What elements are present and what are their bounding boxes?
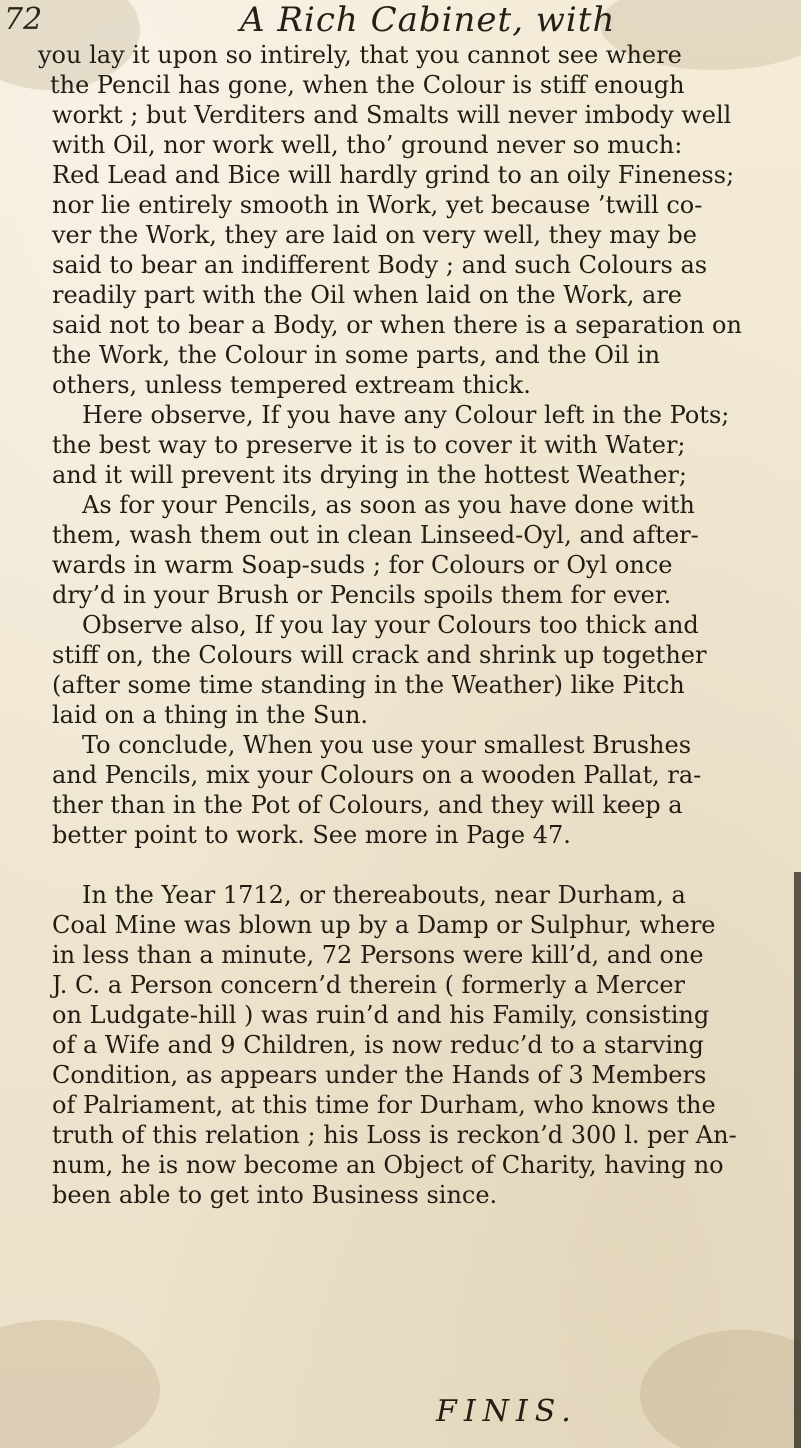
text-line: laid on a thing in the Sun. [52, 701, 369, 729]
text-line: To conclude, When you use your smallest Brushes [82, 731, 692, 759]
running-head: A Rich Cabinet, with [240, 0, 616, 40]
text-line: you lay it upon so intirely, that you cannot see where [38, 41, 682, 69]
binding-edge [794, 872, 801, 1448]
text-line: (after some time standing in the Weather) like Pitch [52, 671, 685, 699]
body-text [0, 40, 801, 1448]
text-line: nor lie entirely smooth in Work, yet because ’twill co- [52, 191, 703, 219]
text-line: ver the Work, they are laid on very well, they may be [52, 221, 697, 249]
text-line: of a Wife and 9 Children, is now reduc’d to a starving [52, 1031, 704, 1059]
text-line: said to bear an indifferent Body ; and such Colours as [52, 251, 708, 279]
text-line: the Work, the Colour in some parts, and the Oil in [52, 341, 661, 369]
text-line: and Pencils, mix your Colours on a wooden Pallat, ra- [52, 761, 702, 789]
text-line: others, unless tempered extream thick. [52, 371, 531, 399]
text-line: on Ludgate-hill ) was ruin’d and his Family, consisting [52, 1001, 710, 1029]
text-line: truth of this relation ; his Loss is reckon’d 300 l. per An- [52, 1121, 737, 1149]
text-line: In the Year 1712, or thereabouts, near Durham, a [82, 881, 686, 909]
text-line: dry’d in your Brush or Pencils spoils them for ever. [52, 581, 672, 609]
text-line: the best way to preserve it is to cover it with Water; [52, 431, 686, 459]
text-line: of Palriament, at this time for Durham, who knows the [52, 1091, 716, 1119]
text-line: the Pencil has gone, when the Colour is stiff enough [50, 71, 685, 99]
text-line: Condition, as appears under the Hands of 3 Members [52, 1061, 707, 1089]
text-line: them, wash them out in clean Linseed-Oyl, and after- [52, 521, 699, 549]
text-line: readily part with the Oil when laid on the Work, are [52, 281, 682, 309]
text-line: Observe also, If you lay your Colours too thick and [82, 611, 699, 639]
text-line: and it will prevent its drying in the hottest Weather; [52, 461, 687, 489]
text-line: num, he is now become an Object of Charity, having no [52, 1151, 724, 1179]
text-line: in less than a minute, 72 Persons were kill’d, and one [52, 941, 704, 969]
text-line: said not to bear a Body, or when there is a separation on [52, 311, 742, 339]
text-line: wards in warm Soap-suds ; for Colours or Oyl once [52, 551, 673, 579]
text-line: stiff on, the Colours will crack and shrink up together [52, 641, 707, 669]
finis-mark: FINIS. [436, 1394, 578, 1429]
text-line: been able to get into Business since. [52, 1181, 498, 1209]
text-line: Here observe, If you have any Colour left in the Pots; [82, 401, 730, 429]
text-line: As for your Pencils, as soon as you have done with [82, 491, 695, 519]
text-line: Red Lead and Bice will hardly grind to an oily Fineness; [52, 161, 735, 189]
text-line: Coal Mine was blown up by a Damp or Sulphur, where [52, 911, 716, 939]
text-line: better point to work. See more in Page 47. [52, 821, 571, 849]
text-line: J. C. a Person concern’d therein ( formerly a Mercer [52, 971, 685, 999]
text-line: with Oil, nor work well, tho’ ground never so much: [52, 131, 683, 159]
text-line: ther than in the Pot of Colours, and they will keep a [52, 791, 683, 819]
text-line: workt ; but Verditers and Smalts will never imbody well [52, 101, 732, 129]
page-number: 72 [4, 2, 43, 37]
page-header [0, 0, 801, 40]
